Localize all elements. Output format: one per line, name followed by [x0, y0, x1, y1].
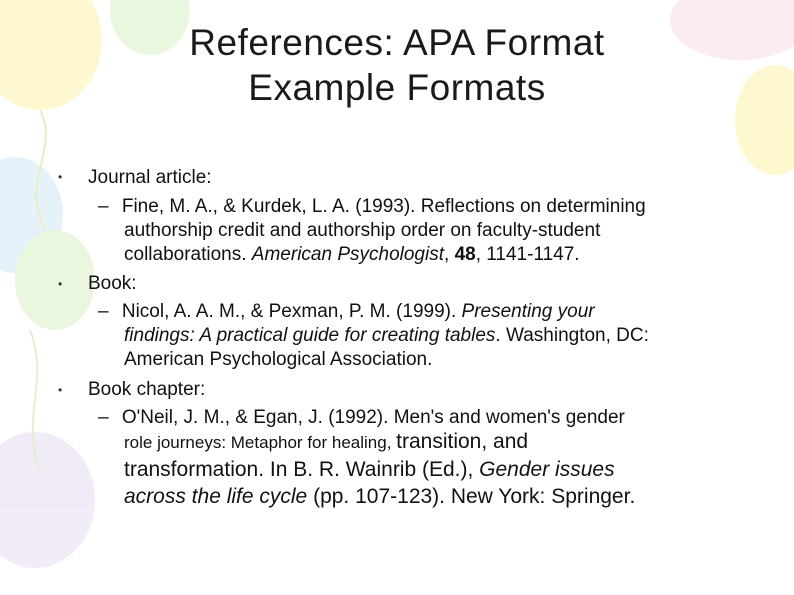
book-title: across the life cycle	[124, 485, 308, 508]
item-heading: Journal article:	[88, 167, 212, 188]
reference-text: ,	[444, 244, 455, 265]
reference-line	[98, 300, 595, 324]
reference-text: O'Neil, J. M., & Egan, J. (1992). Men's and women's gender	[121, 407, 625, 428]
reference-text: collaborations.	[124, 244, 252, 265]
slide-title-line-2: Example Formats	[248, 67, 546, 108]
item-heading: Book:	[88, 273, 137, 294]
bullet-icon: •	[58, 170, 63, 184]
reference-line	[124, 243, 580, 267]
reference-text: transition, and	[396, 430, 529, 453]
dash-icon: –	[98, 301, 109, 322]
book-title: findings: A practical guide for creating tables	[124, 325, 496, 346]
book-title: Presenting your	[461, 301, 595, 322]
bullet-icon: •	[58, 383, 63, 397]
reference-text: role journeys: Metaphor for healing,	[124, 433, 397, 452]
reference-line: American Psychological Association.	[124, 349, 433, 370]
bullet-icon: •	[58, 277, 63, 291]
dash-icon: –	[98, 196, 109, 217]
reference-text: Nicol, A. A. M., & Pexman, P. M. (1999).	[121, 301, 462, 322]
reference-line	[98, 195, 646, 219]
reference-text: , 1141-1147.	[475, 244, 580, 265]
reference-line	[124, 457, 615, 483]
reference-line	[124, 484, 635, 510]
book-title: Gender issues	[479, 458, 615, 481]
reference-line: authorship credit and authorship order on faculty-student	[124, 220, 601, 241]
reference-line	[124, 430, 528, 455]
item-heading: Book chapter:	[88, 379, 206, 400]
slide-title-line-1: References: APA Format	[189, 22, 605, 63]
reference-text: (pp. 107-123). New York: Springer.	[307, 485, 636, 508]
reference-text: transformation. In B. R. Wainrib (Ed.),	[124, 458, 480, 481]
journal-title: American Psychologist	[251, 244, 444, 265]
reference-text: Fine, M. A., & Kurdek, L. A. (1993). Reflections on determining	[121, 196, 646, 217]
reference-line	[98, 406, 625, 430]
dash-icon: –	[98, 407, 109, 428]
volume-number: 48	[454, 244, 476, 265]
reference-text: . Washington, DC:	[495, 325, 649, 346]
reference-line	[124, 324, 649, 348]
